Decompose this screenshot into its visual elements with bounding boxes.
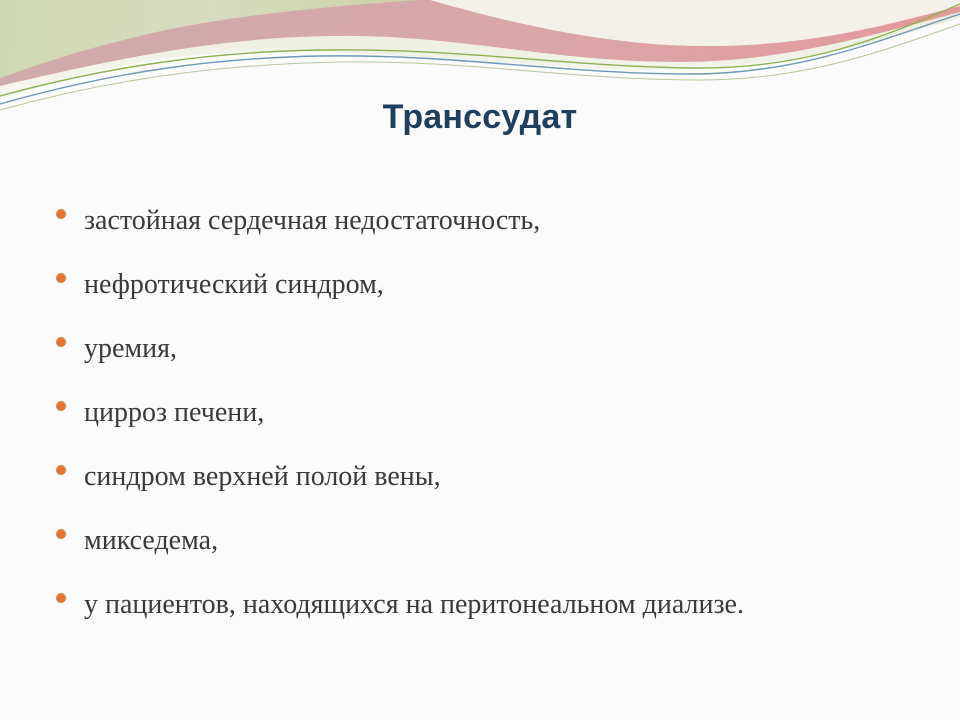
slide-title: Транссудат [382,98,578,136]
bullet-dot-icon [56,401,66,411]
bullet-dot-icon [56,337,66,347]
list-item [56,263,744,327]
bullet-dot-icon [56,209,66,219]
bullet-list [56,199,744,647]
bullet-text: синдром верхней полой вены, [84,461,441,492]
list-item [56,455,744,519]
bullet-dot-icon [56,465,66,475]
bullet-dot-icon [56,593,66,603]
bullet-dot-icon [56,273,66,283]
bullet-text: микседема, [84,525,219,556]
bullet-text: уремия, [84,333,178,364]
list-item [56,391,744,455]
list-item [56,327,744,391]
list-item [56,519,744,583]
bullet-text: застойная сердечная недостаточность, [84,205,541,236]
bullet-text: цирроз печени, [84,397,265,428]
list-item [56,583,744,647]
list-item [56,199,744,263]
bullet-text: у пациентов, находящихся на перитонеальном диализе. [84,589,744,620]
bullet-text: нефротический синдром, [84,269,384,300]
bullet-dot-icon [56,529,66,539]
